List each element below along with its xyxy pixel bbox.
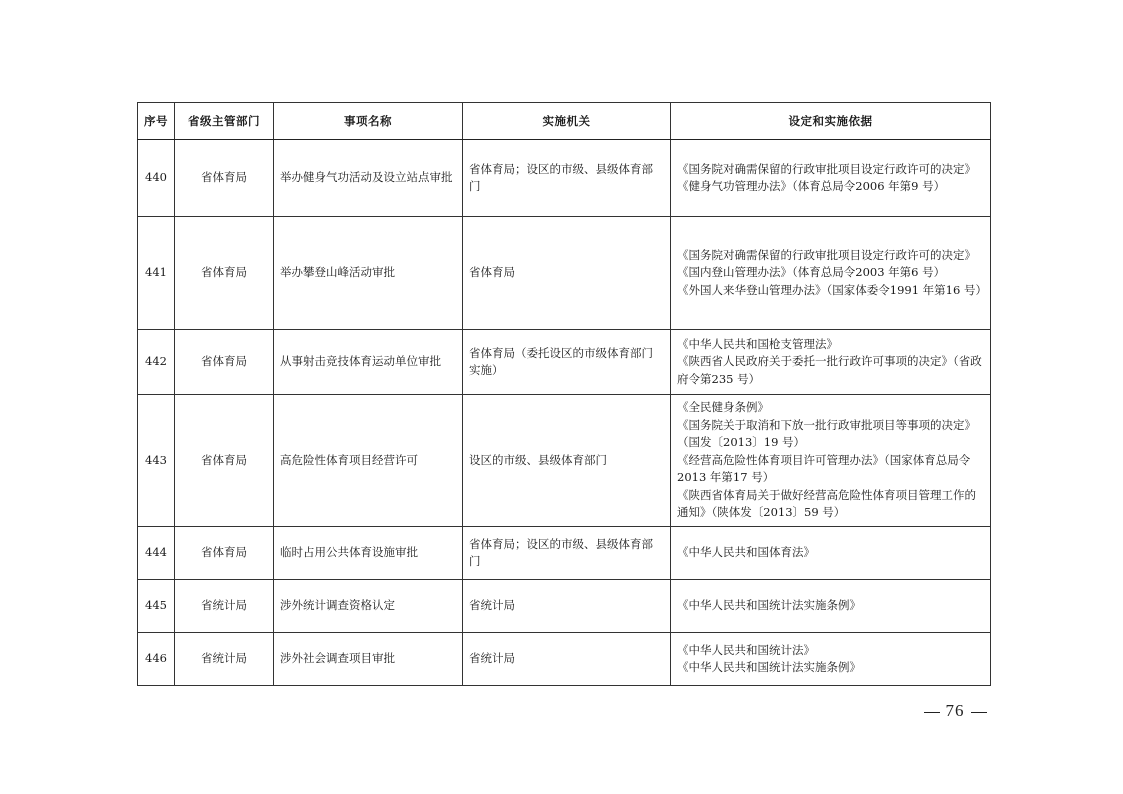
table-row <box>138 330 991 395</box>
basis-line: 《国内登山管理办法》（体育总局令2003 年第6 号） <box>677 265 946 280</box>
row-number: 446 <box>138 633 175 686</box>
basis-line: 《陕西省人民政府关于委托一批行政许可事项的决定》（省政府令第235 号） <box>677 354 982 386</box>
header-dept: 省级主管部门 <box>175 103 274 140</box>
row-basis <box>671 217 991 330</box>
header-agency: 实施机关 <box>463 103 671 140</box>
row-dept: 省统计局 <box>175 633 274 686</box>
row-item: 举办攀登山峰活动审批 <box>274 217 463 330</box>
basis-line: 《中华人民共和国统计法实施条例》 <box>677 660 861 674</box>
header-no: 序号 <box>138 103 175 140</box>
row-agency: 设区的市级、县级体育部门 <box>463 395 671 527</box>
row-agency: 省统计局 <box>463 633 671 686</box>
table-row <box>138 580 991 633</box>
basis-line: 《经营高危险性体育项目许可管理办法》（国家体育总局令2013 年第17 号） <box>677 452 971 485</box>
row-dept: 省体育局 <box>175 330 274 395</box>
table-header <box>138 103 991 140</box>
row-dept: 省体育局 <box>175 395 274 527</box>
basis-line: 《外国人来华登山管理办法》（国家体委令1991 年第16 号） <box>677 282 987 297</box>
row-agency: 省统计局 <box>463 580 671 633</box>
row-agency: 省体育局（委托设区的市级体育部门实施） <box>463 330 671 395</box>
basis-line: 《中华人民共和国统计法》 <box>677 642 815 657</box>
row-item: 涉外社会调查项目审批 <box>274 633 463 686</box>
basis-line: 《全民健身条例》 <box>677 400 769 415</box>
header-basis: 设定和实施依据 <box>671 103 991 140</box>
table-row <box>138 140 991 217</box>
basis-line: 《健身气功管理办法》（体育总局令2006 年第9 号） <box>677 179 946 193</box>
page-number-dash-right <box>971 712 987 713</box>
row-basis <box>671 527 991 580</box>
approval-items-table <box>137 102 991 686</box>
row-number: 440 <box>138 140 175 217</box>
basis-line: 《国务院对确需保留的行政审批项目设定行政许可的决定》 <box>677 161 976 176</box>
table-body <box>138 140 991 686</box>
table-row <box>138 217 991 330</box>
row-item: 从事射击竞技体育运动单位审批 <box>274 330 463 395</box>
basis-line: 《中华人民共和国统计法实施条例》 <box>677 598 861 613</box>
row-agency: 省体育局 <box>463 217 671 330</box>
row-item: 举办健身气功活动及设立站点审批 <box>274 140 463 217</box>
basis-line: 《陕西省体育局关于做好经营高危险性体育项目管理工作的通知》（陕体发〔2013〕59 号） <box>677 487 976 520</box>
row-number: 445 <box>138 580 175 633</box>
row-dept: 省体育局 <box>175 140 274 217</box>
page-number-value: 76 <box>945 701 965 720</box>
row-number: 442 <box>138 330 175 395</box>
row-agency: 省体育局；设区的市级、县级体育部门 <box>463 527 671 580</box>
page-number <box>915 701 995 721</box>
row-item: 涉外统计调查资格认定 <box>274 580 463 633</box>
row-dept: 省体育局 <box>175 217 274 330</box>
row-dept: 省统计局 <box>175 580 274 633</box>
row-agency: 省体育局；设区的市级、县级体育部门 <box>463 140 671 217</box>
basis-line: 《中华人民共和国体育法》 <box>677 545 815 560</box>
row-number: 443 <box>138 395 175 527</box>
row-dept: 省体育局 <box>175 527 274 580</box>
table-row <box>138 633 991 686</box>
row-basis <box>671 330 991 395</box>
row-item: 高危险性体育项目经营许可 <box>274 395 463 527</box>
page-number-dash-left <box>924 712 940 713</box>
row-basis <box>671 395 991 527</box>
row-basis <box>671 140 991 217</box>
header-row <box>138 103 991 140</box>
row-basis <box>671 580 991 633</box>
row-item: 临时占用公共体育设施审批 <box>274 527 463 580</box>
table-row <box>138 527 991 580</box>
table-row <box>138 395 991 527</box>
row-basis <box>671 633 991 686</box>
row-number: 444 <box>138 527 175 580</box>
basis-line: 《国务院关于取消和下放一批行政审批项目等事项的决定》（国发〔2013〕19 号） <box>677 417 976 450</box>
header-item: 事项名称 <box>274 103 463 140</box>
basis-line: 《中华人民共和国枪支管理法》 <box>677 336 838 351</box>
basis-line: 《国务院对确需保留的行政审批项目设定行政许可的决定》 <box>677 247 976 262</box>
row-number: 441 <box>138 217 175 330</box>
